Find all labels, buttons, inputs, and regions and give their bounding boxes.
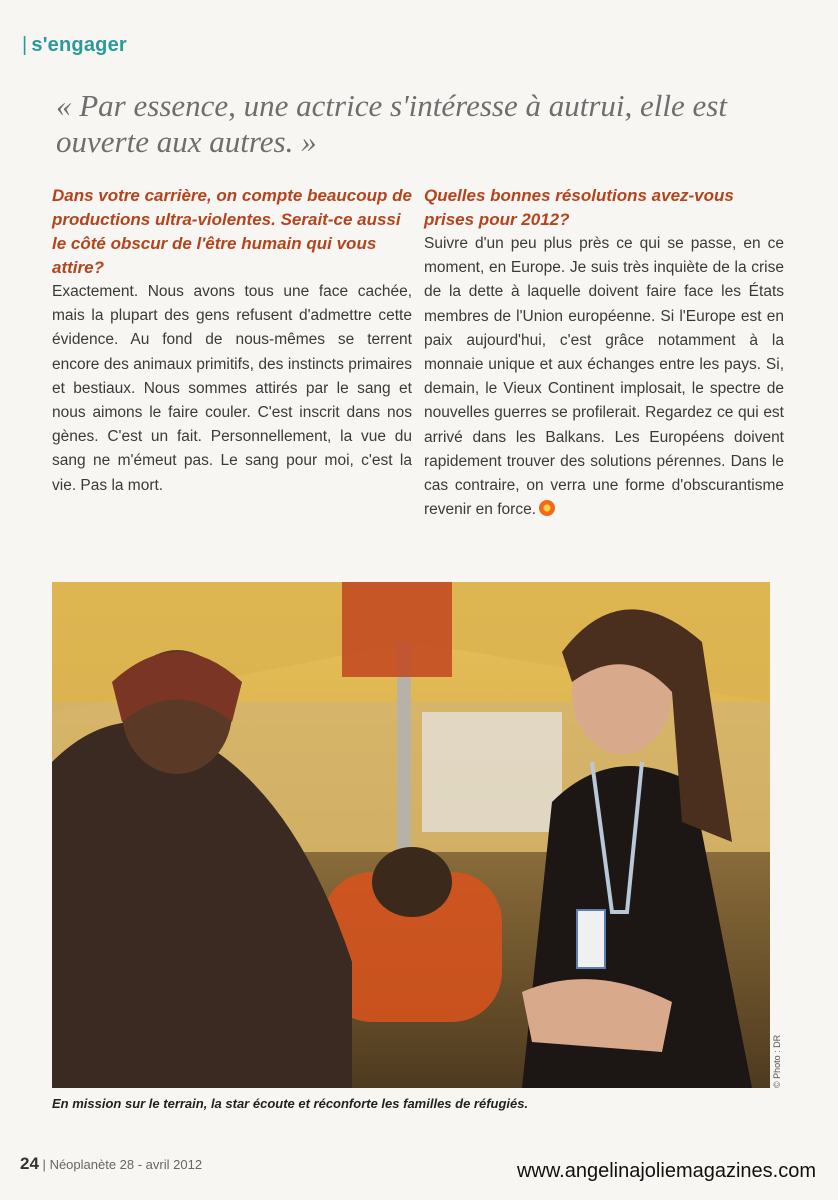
website-watermark: www.angelinajoliemagazines.com bbox=[516, 1160, 816, 1182]
flower-icon bbox=[539, 500, 555, 516]
rubric-label: s'engager bbox=[31, 34, 127, 56]
photo-illustration bbox=[52, 582, 770, 1088]
interview-question-2: Quelles bonnes résolutions avez-vous prises pour 2012? bbox=[424, 186, 734, 229]
folio-separator: | bbox=[42, 1157, 46, 1172]
section-rubric bbox=[22, 34, 127, 57]
photo-caption: En mission sur le terrain, la star écoute et réconforte les familles de réfugiés. bbox=[52, 1096, 529, 1111]
left-column bbox=[52, 184, 412, 498]
interview-answer-2-wrap bbox=[424, 232, 784, 522]
pull-quote: « Par essence, une actrice s'intéresse à autrui, elle est ouverte aux autres. » bbox=[56, 88, 727, 159]
photo-credit: © Photo : DR bbox=[772, 1034, 782, 1088]
rubric-bar: | bbox=[22, 34, 28, 56]
folio bbox=[20, 1154, 202, 1174]
right-column bbox=[424, 184, 784, 522]
interview-question-1: Dans votre carrière, on compte beaucoup de productions ultra-violentes. Serait-ce aussi le côté obscur de l'être humain qui vous attire? bbox=[52, 186, 412, 277]
interview-answer-2: Suivre d'un peu plus près ce qui se passe, en ce moment, en Europe. Je suis très inquiète de la crise de la dette à laquelle doivent faire face les États membres de l'Union européenne. Si l'Europe est en paix aujourd'hui, c'est grâce notamment à la monnaie unique et aux échanges entre les pays. Si, demain, le Vieux Continent implosait, le spectre de nouvelles guerres se profilerait. Regardez ce qui est arrivé dans les Balkans. Les Européens doivent rapidement trouver des solutions pérennes. Dans le cas contraire, on verra une forme d'obscurantisme revenir en force. bbox=[424, 235, 784, 519]
article-photo bbox=[52, 582, 770, 1088]
page-number: 24 bbox=[20, 1154, 39, 1173]
interview-answer-1: Exactement. Nous avons tous une face cachée, mais la plupart des gens refusent d'admettre cette évidence. Au fond de nous-mêmes se terrent encore des animaux primitifs, des instincts primaires et bestiaux. Nous sommes attirés par le sang et nous aimons le faire couler. C'est inscrit dans nos gènes. C'est un fait. Personnellement, la vue du sang ne m'émeut pas. Le sang pour moi, c'est la vie. Pas la mort. bbox=[52, 283, 412, 494]
issue-label: Néoplanète 28 - avril 2012 bbox=[49, 1157, 203, 1172]
